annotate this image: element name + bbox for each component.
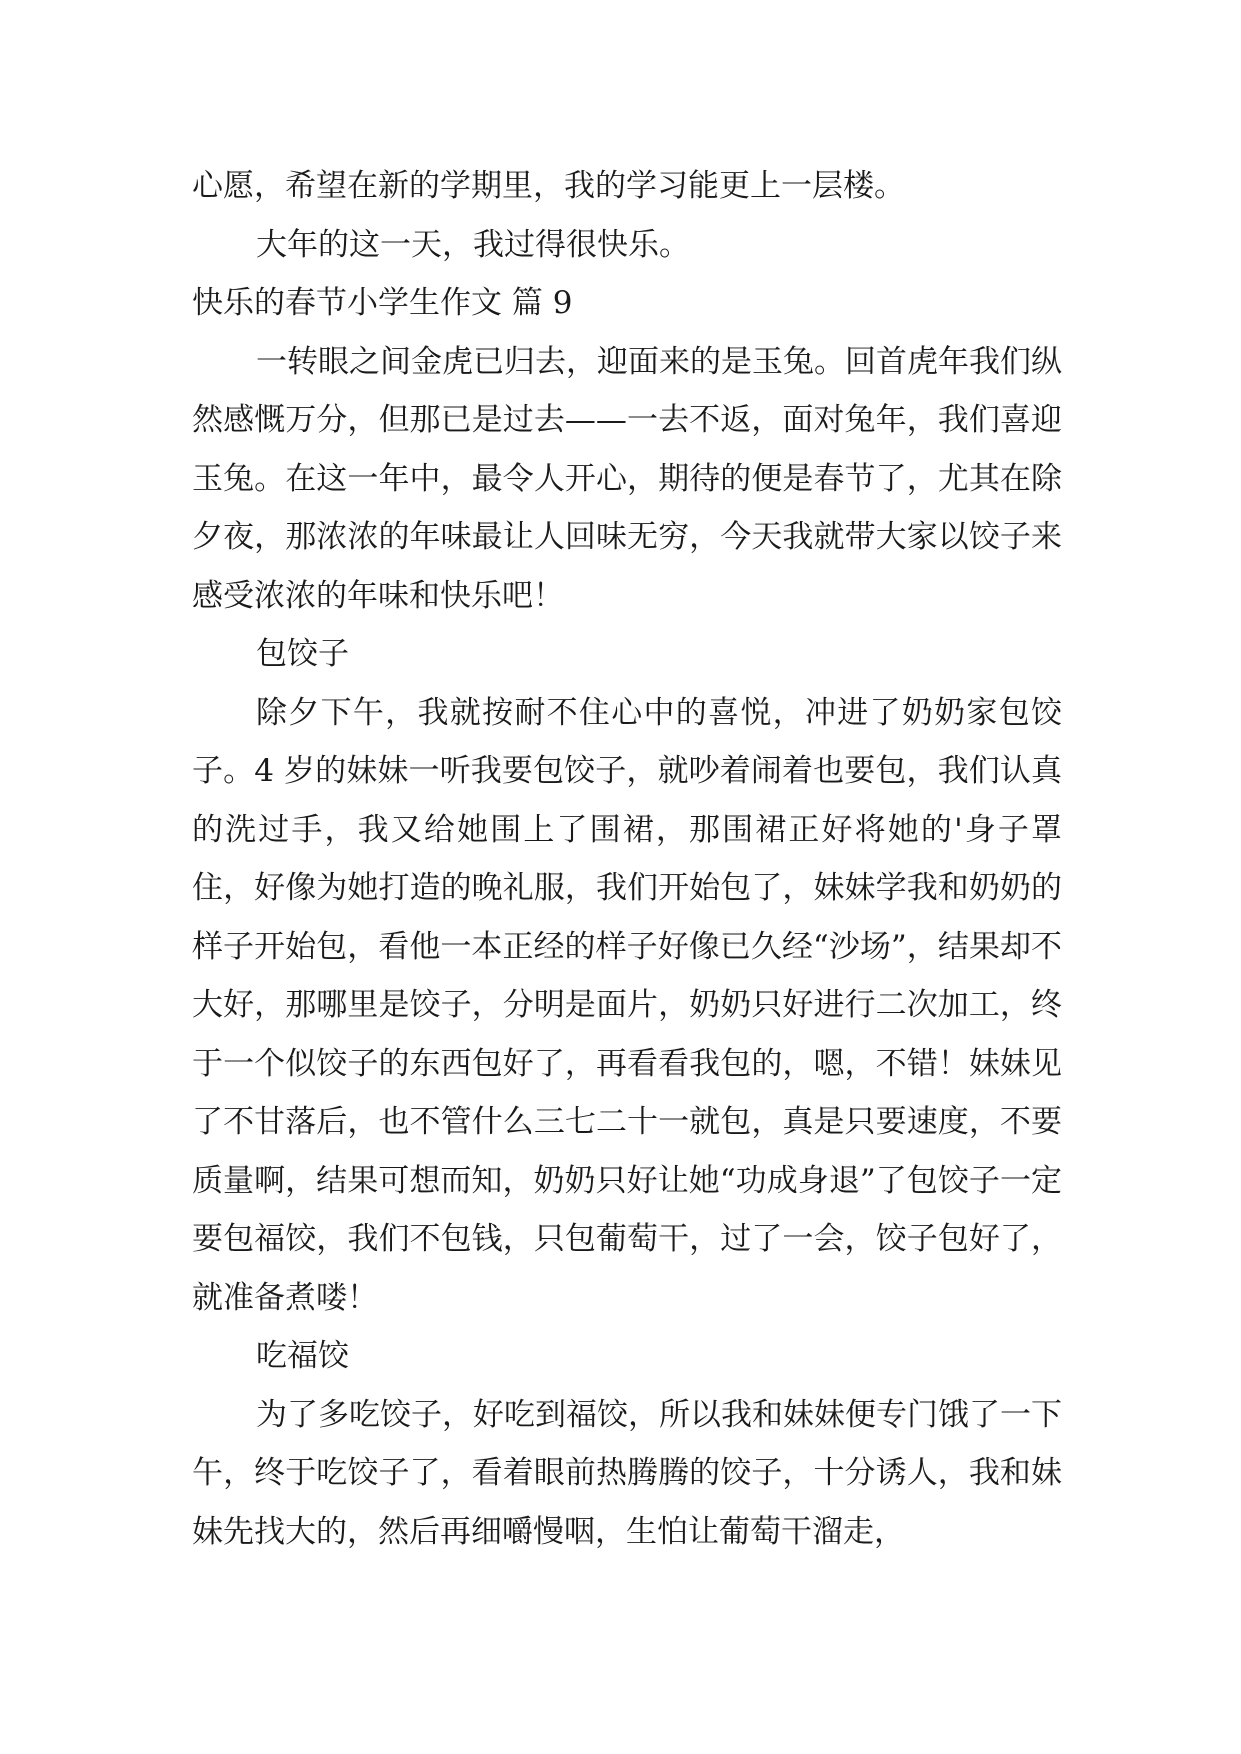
- paragraph-intro: 一转眼之间金虎已归去，迎面来的是玉兔。回首虎年我们纵然感慨万分，但那已是过去——一去不返，面对兔年，我们喜迎玉兔。在这一年中，最令人开心，期待的便是春节了，尤其在除夕夜，那浓浓的年味最让人回味无穷，今天我就带大家以饺子来感受浓浓的年味和快乐吧！: [192, 343, 1062, 614]
- subheading-eat-dumplings: 吃福饺: [256, 1338, 349, 1374]
- paragraph-make-dumplings: 除夕下午，我就按耐不住心中的喜悦，冲进了奶奶家包饺子。4 岁的妹妹一听我要包饺子，就吵着闹着也要包，我们认真的洗过手，我又给她围上了围裙，那围裙正好将她的'身子罩住，好像为她打造的晚礼服，我们开始包了，妹妹学我和奶奶的样子开始包，看他一本正经的样子好像已久经“沙场”，结果却不大好，那哪里是饺子，分明是面片，奶奶只好进行二次加工，终于一个似饺子的东西包好了，再看看我包的，嗯，不错！妹妹见了不甘落后，也不管什么三七二十一就包，真是只要速度，不要质量啊，结果可想而知，奶奶只好让她“功成身退”了包饺子一定要包福饺，我们不包钱，只包葡萄干，过了一会，饺子包好了，就准备煮喽！: [192, 694, 1062, 1316]
- paragraph-closing: 大年的这一天，我过得很快乐。: [256, 226, 690, 263]
- section-heading: 快乐的春节小学生作文 篇 9: [192, 285, 573, 321]
- document-body: [192, 157, 1062, 1561]
- subheading-make-dumplings: 包饺子: [256, 636, 349, 672]
- paragraph-continuation: 心愿，希望在新的学期里，我的学习能更上一层楼。: [192, 168, 905, 204]
- paragraph-eat-dumplings: 为了多吃饺子，好吃到福饺，所以我和妹妹便专门饿了一下午，终于吃饺子了，看着眼前热腾腾的饺子，十分诱人，我和妹妹先找大的，然后再细嚼慢咽，生怕让葡萄干溜走，: [192, 1396, 1062, 1550]
